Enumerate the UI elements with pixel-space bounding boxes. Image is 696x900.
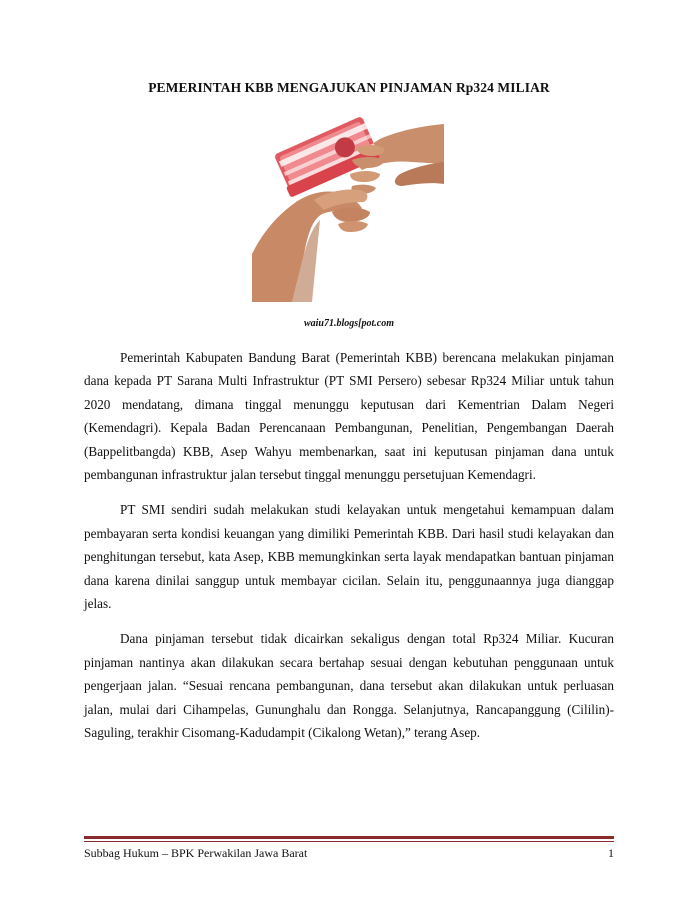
article-body (84, 346, 614, 757)
paragraph-2: PT SMI sendiri sudah melakukan studi kelayakan untuk mengetahui kemampuan dalam pembayaran serta kondisi keuangan yang dimiliki Pemerintah KBB. Dari hasil studi kelayakan dan penghitungan tersebut, kata Asep, KBB memungkinkan serta layak mendapatkan bantuan pinjaman dana karena dinilai sanggup untuk membayar cicilan. Selain itu, penggunaannya juga dianggap jelas. (84, 502, 614, 612)
footer-rule-thick (84, 836, 614, 839)
page-number: 1 (608, 846, 614, 860)
footer-rule-thin (84, 841, 614, 842)
article-title: PEMERINTAH KBB MENGAJUKAN PINJAMAN Rp324 MILIAR (148, 80, 550, 95)
paragraph-1: Pemerintah Kabupaten Bandung Barat (Pemerintah KBB) berencana melakukan pinjaman dana kepada PT Sarana Multi Infrastruktur (PT SMI Persero) sebesar Rp324 Miliar untuk tahun 2020 mendatang, dimana tinggal menunggu keputusan dari Kementrian Dalam Negeri (Kemendagri). Kepala Badan Perencanaan Pembangunan, Penelitian, Pengembangan Daerah (Bappelitbangda) KBB, Asep Wahyu membenarkan, saat ini keputusan pinjaman dana untuk pembangunan infrastruktur jalan tersebut tinggal menunggu persetujuan Kemendagri. (84, 350, 614, 483)
paragraph-3: Dana pinjaman tersebut tidak dicairkan sekaligus dengan total Rp324 Miliar. Kucuran pinjaman nantinya akan dilakukan secara bertahap sesuai dengan kebutuhan penggunaan untuk pengerjaan jalan. “Sesuai rencana pembangunan, dana tersebut akan dilakukan untuk perluasan jalan, mulai dari Cihampelas, Gununghalu dan Rongga. Selanjutnya, Rancapanggung (Cililin)-Saguling, terakhir Cisomang-Kadudampit (Cikalong Wetan),” terang Asep. (84, 631, 614, 741)
image-caption: waiu71.blogs[pot.com (303, 318, 394, 329)
page-footer (84, 846, 614, 861)
hands-money-illustration (252, 104, 444, 302)
footer-organization: Subbag Hukum – BPK Perwakilan Jawa Barat (84, 846, 308, 860)
money-handover-photo (252, 104, 444, 302)
